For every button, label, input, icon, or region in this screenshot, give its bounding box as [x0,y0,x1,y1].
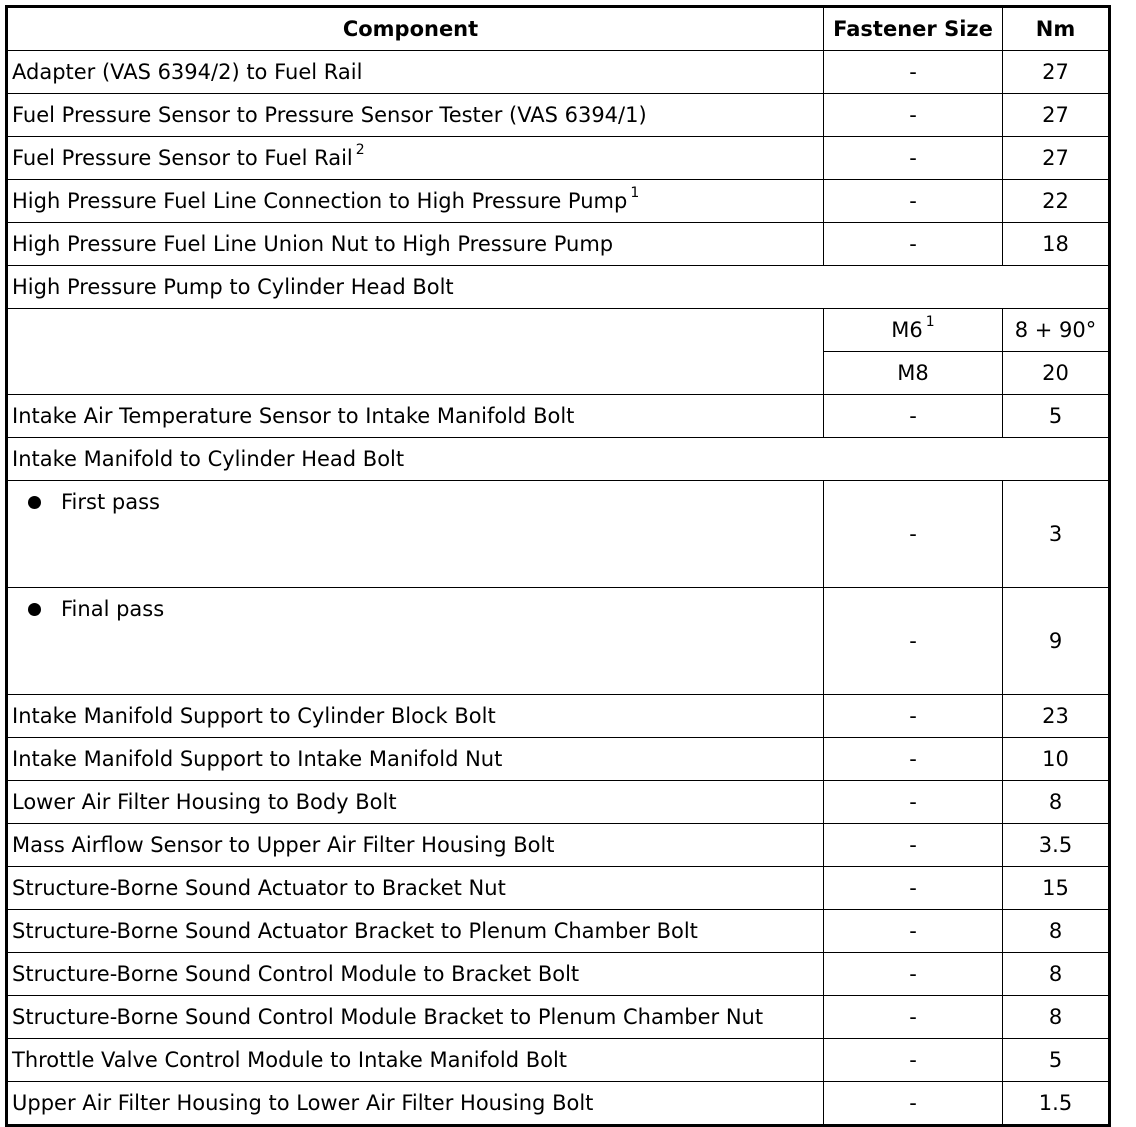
fastener-size-cell: - [824,781,1003,824]
component-cell: Fuel Pressure Sensor to Pressure Sensor Tester (VAS 6394/1) [7,94,824,137]
component-cell [7,588,824,695]
table-row [7,51,1110,94]
table-row [7,94,1110,137]
component-cell: Structure-Borne Sound Actuator to Bracket Nut [7,867,824,910]
torque-cell: 27 [1003,51,1110,94]
torque-cell: 27 [1003,137,1110,180]
fastener-size-cell: - [824,695,1003,738]
component-cell [7,180,824,223]
component-text: High Pressure Fuel Line Connection to High Pressure Pump [12,189,628,213]
component-cell: Throttle Valve Control Module to Intake Manifold Bolt [7,1039,824,1082]
table-row [7,180,1110,223]
footnote-marker: 1 [925,314,935,330]
component-cell: Intake Manifold Support to Intake Manifold Nut [7,738,824,781]
component-cell: Intake Air Temperature Sensor to Intake Manifold Bolt [7,395,824,438]
fastener-size-cell: - [824,94,1003,137]
component-cell: Intake Manifold Support to Cylinder Block Bolt [7,695,824,738]
component-cell: Mass Airflow Sensor to Upper Air Filter Housing Bolt [7,824,824,867]
component-cell: Structure-Borne Sound Actuator Bracket to Plenum Chamber Bolt [7,910,824,953]
table-row [7,588,1110,695]
fastener-size-cell: - [824,223,1003,266]
component-cell: Structure-Borne Sound Control Module Bracket to Plenum Chamber Nut [7,996,824,1039]
table-row [7,1082,1110,1126]
table-row [7,309,1110,352]
component-cell: Upper Air Filter Housing to Lower Air Filter Housing Bolt [7,1082,824,1126]
torque-cell: 3.5 [1003,824,1110,867]
component-text: First pass [61,490,160,514]
table-row [7,395,1110,438]
torque-cell: 18 [1003,223,1110,266]
footnote-marker: 2 [355,142,365,158]
fastener-size-cell: - [824,51,1003,94]
torque-cell: 1.5 [1003,1082,1110,1126]
torque-cell: 8 [1003,781,1110,824]
table-row [7,781,1110,824]
bullet-icon [28,603,41,616]
table-row [7,996,1110,1039]
torque-cell: 27 [1003,94,1110,137]
table-row [7,695,1110,738]
torque-cell: 8 [1003,953,1110,996]
torque-cell: 8 + 90° [1003,309,1110,352]
fastener-size-cell: - [824,481,1003,588]
bullet-icon [28,496,41,509]
fastener-size-cell: - [824,824,1003,867]
component-cell [7,137,824,180]
table-row [7,867,1110,910]
table-row [7,1039,1110,1082]
fastener-size-cell: - [824,910,1003,953]
table-row [7,738,1110,781]
fastener-size-cell: - [824,180,1003,223]
fastener-size-cell: - [824,137,1003,180]
torque-cell: 15 [1003,867,1110,910]
fastener-size-cell [824,309,1003,352]
component-text: Fuel Pressure Sensor to Fuel Rail [12,146,353,170]
section-heading-cell: High Pressure Pump to Cylinder Head Bolt [7,266,1110,309]
table-row [7,481,1110,588]
fastener-size-cell: - [824,738,1003,781]
torque-cell: 9 [1003,588,1110,695]
fastener-size-text: M6 [891,318,923,342]
header-nm: Nm [1003,7,1110,51]
table-row [7,910,1110,953]
table-row [7,137,1110,180]
header-row [7,7,1110,51]
fastener-size-cell: - [824,953,1003,996]
torque-cell: 10 [1003,738,1110,781]
torque-cell: 20 [1003,352,1110,395]
header-component: Component [7,7,824,51]
fastener-size-cell: - [824,867,1003,910]
component-cell: Adapter (VAS 6394/2) to Fuel Rail [7,51,824,94]
fastener-size-cell: M8 [824,352,1003,395]
empty-component-cell [7,309,824,395]
section-row [7,438,1110,481]
header-fastener-size: Fastener Size [824,7,1003,51]
table-row [7,223,1110,266]
component-cell: Lower Air Filter Housing to Body Bolt [7,781,824,824]
fastener-size-cell: - [824,1082,1003,1126]
section-heading-cell: Intake Manifold to Cylinder Head Bolt [7,438,1110,481]
fastener-size-cell: - [824,996,1003,1039]
component-text: Final pass [61,597,165,621]
component-cell: High Pressure Fuel Line Union Nut to High Pressure Pump [7,223,824,266]
torque-spec-table [5,5,1111,1127]
component-cell [7,481,824,588]
torque-cell: 5 [1003,395,1110,438]
section-row [7,266,1110,309]
torque-cell: 22 [1003,180,1110,223]
torque-cell: 8 [1003,910,1110,953]
table-row [7,824,1110,867]
torque-cell: 23 [1003,695,1110,738]
table-row [7,953,1110,996]
torque-cell: 8 [1003,996,1110,1039]
fastener-size-cell: - [824,588,1003,695]
component-cell: Structure-Borne Sound Control Module to Bracket Bolt [7,953,824,996]
torque-cell: 3 [1003,481,1110,588]
fastener-size-cell: - [824,395,1003,438]
footnote-marker: 1 [630,185,640,201]
torque-cell: 5 [1003,1039,1110,1082]
fastener-size-cell: - [824,1039,1003,1082]
